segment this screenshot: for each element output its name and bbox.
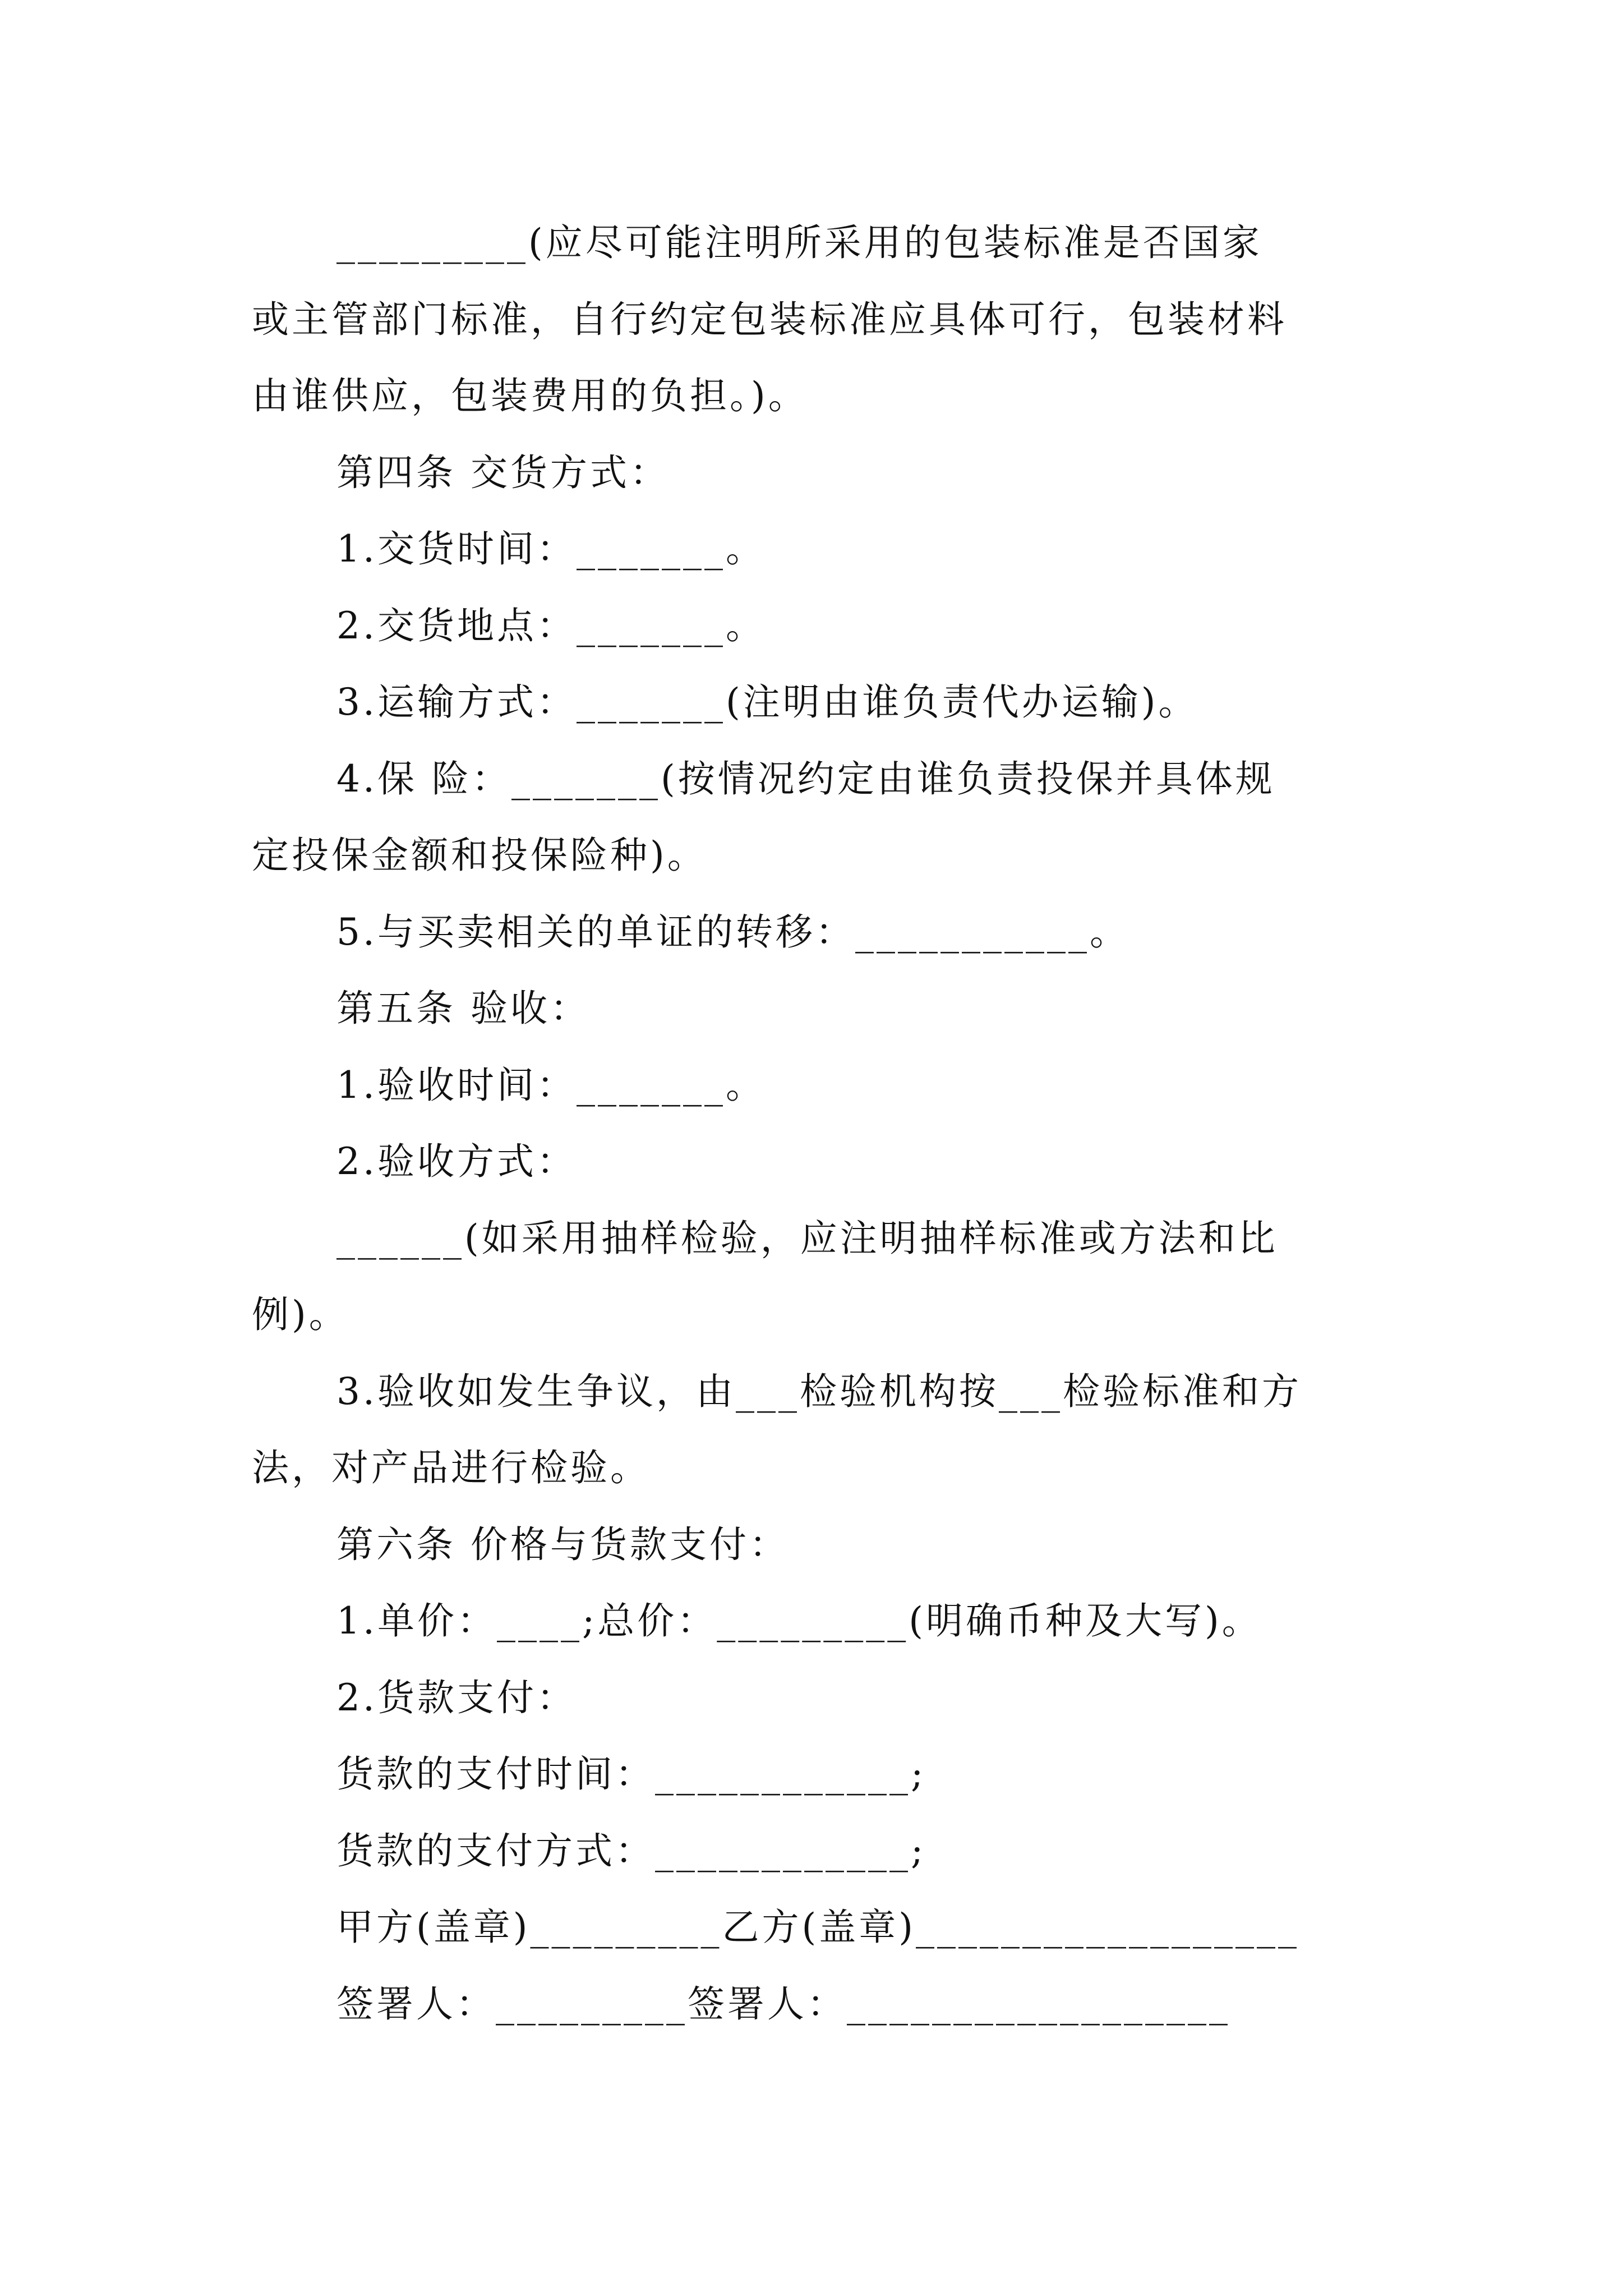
signatory-line: 签署人：_________签署人：__________________ (336, 1982, 1230, 2026)
document-transfer-line: 5.与买卖相关的单证的转移：___________。 (336, 910, 1129, 954)
transport-method-line: 3.运输方式：_______(注明由谁负责代办运输)。 (336, 680, 1198, 724)
dispute-line-2: 法，对产品进行检验。 (252, 1446, 650, 1489)
packaging-standard-note-line-1: _________(应尽可能注明所采用的包装标准是否国家 (336, 221, 1262, 264)
payment-method-line: 货款的支付方式：____________; (336, 1829, 926, 1872)
dispute-line-1: 3.验收如发生争议，由___检验机构按___检验标准和方 (336, 1370, 1302, 1413)
sampling-note-line-1: ______(如采用抽样检验，应注明抽样标准或方法和比 (336, 1217, 1278, 1260)
delivery-time-line: 1.交货时间：_______。 (336, 527, 766, 570)
price-line: 1.单价：____;总价：_________(明确币种及大写)。 (336, 1599, 1262, 1642)
delivery-place-line: 2.交货地点：_______。 (336, 604, 766, 647)
inspection-method-line: 2.验收方式： (336, 1140, 577, 1183)
insurance-line-1: 4.保 险：_______(按情况约定由谁负责投保并具体规 (336, 757, 1275, 800)
payment-time-line: 货款的支付时间：____________; (336, 1752, 926, 1796)
packaging-standard-note-line-3: 由谁供应，包装费用的负担。)。 (252, 374, 808, 417)
sampling-note-line-2: 例)。 (252, 1293, 349, 1336)
article-6-heading: 第六条 价格与货款支付： (336, 1523, 789, 1566)
party-seal-line: 甲方(盖章)_________乙方(盖章)__________________ (336, 1906, 1299, 1949)
payment-heading: 2.货款支付： (336, 1676, 577, 1719)
inspection-time-line: 1.验收时间：_______。 (336, 1064, 766, 1107)
article-4-heading: 第四条 交货方式： (336, 451, 670, 494)
article-5-heading: 第五条 验收： (336, 987, 590, 1030)
insurance-line-2: 定投保金额和投保险种)。 (252, 834, 707, 877)
packaging-standard-note-line-2: 或主管部门标准，自行约定包装标准应具体可行，包装材料 (252, 298, 1287, 341)
